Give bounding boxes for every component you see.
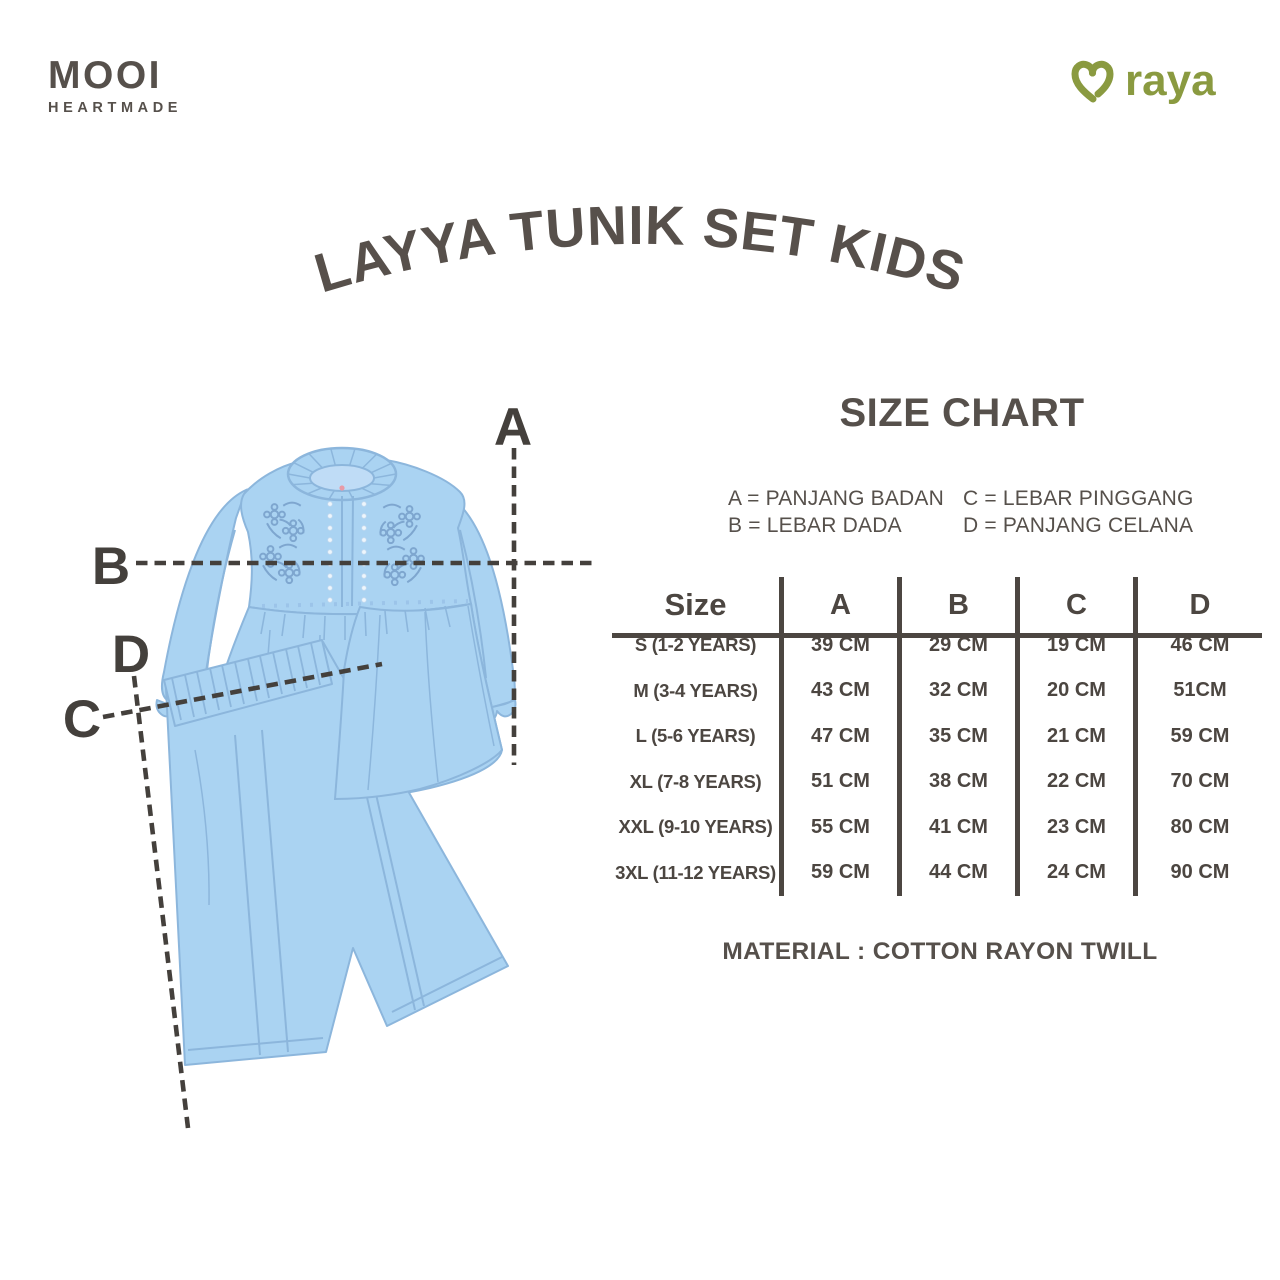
row-value-c: 20 CM <box>1015 668 1133 714</box>
row-value-a: 55 CM <box>779 805 897 851</box>
row-size-label: XXL (9-10 YEARS) <box>618 816 773 838</box>
row-value-b: 44 CM <box>897 850 1015 896</box>
row-value-d: 51CM <box>1133 668 1262 714</box>
row-size-label: S (1-2 YEARS) <box>634 634 757 656</box>
row-value-d: 46 CM <box>1133 623 1262 669</box>
table-header-a: A <box>779 577 897 638</box>
measure-label-d: D <box>111 625 151 684</box>
row-value-d: 70 CM <box>1133 759 1262 805</box>
size-chart-heading: SIZE CHART <box>839 391 1085 435</box>
row-value-d: 80 CM <box>1133 805 1262 851</box>
row-value-c: 23 CM <box>1015 805 1133 851</box>
row-value-b: 38 CM <box>897 759 1015 805</box>
table-header-size: Size <box>612 577 779 638</box>
product-title-text: LAYYA TUNIK SET KIDS <box>307 193 973 305</box>
measure-label-c: C <box>62 690 102 749</box>
mooi-logo-text: MOOI <box>48 54 162 97</box>
legend-item-d: D = PANJANG CELANA <box>963 513 1194 537</box>
legend-column-left <box>728 486 944 539</box>
row-size-label: M (3-4 YEARS) <box>633 679 758 701</box>
legend-item-b: B = LEBAR DADA <box>728 513 902 537</box>
row-value-d: 90 CM <box>1133 850 1262 896</box>
table-header-b: B <box>897 577 1015 638</box>
row-value-c: 21 CM <box>1015 714 1133 760</box>
row-value-c: 22 CM <box>1015 759 1133 805</box>
material-note: MATERIAL : COTTON RAYON TWILL <box>722 938 1158 965</box>
product-diagram <box>30 400 630 1215</box>
row-value-c: 19 CM <box>1015 623 1133 669</box>
row-value-c: 24 CM <box>1015 850 1133 896</box>
size-table <box>612 577 1262 896</box>
row-value-a: 51 CM <box>779 759 897 805</box>
row-value-d: 59 CM <box>1133 714 1262 760</box>
row-size-label: 3XL (11-12 YEARS) <box>615 861 776 883</box>
mooi-logo <box>48 56 182 116</box>
heart-icon <box>1068 58 1116 109</box>
table-header-d: D <box>1133 577 1262 638</box>
row-value-a: 59 CM <box>779 850 897 896</box>
product-title <box>240 155 1040 330</box>
mooi-logo-subtext: HEARTMADE <box>48 100 183 116</box>
row-value-a: 47 CM <box>779 714 897 760</box>
measure-label-b: B <box>91 537 131 596</box>
raya-logo-text: raya <box>1125 55 1216 105</box>
row-value-b: 35 CM <box>897 714 1015 760</box>
row-size-label: L (5-6 YEARS) <box>635 725 756 747</box>
row-value-b: 32 CM <box>897 668 1015 714</box>
row-value-a: 43 CM <box>779 668 897 714</box>
legend-item-a: A = PANJANG BADAN <box>728 487 944 510</box>
table-header-c: C <box>1015 577 1133 638</box>
row-value-a: 39 CM <box>779 623 897 669</box>
legend-column-right <box>963 486 1194 539</box>
measure-label-a: A <box>493 400 533 457</box>
row-size-label: XL (7-8 YEARS) <box>629 770 762 792</box>
legend-item-c: C = LEBAR PINGGANG <box>963 487 1194 510</box>
row-value-b: 29 CM <box>897 623 1015 669</box>
raya-logo <box>1068 55 1216 109</box>
svg-text:LAYYA TUNIK SET KIDS <box>308 194 973 305</box>
row-value-b: 41 CM <box>897 805 1015 851</box>
